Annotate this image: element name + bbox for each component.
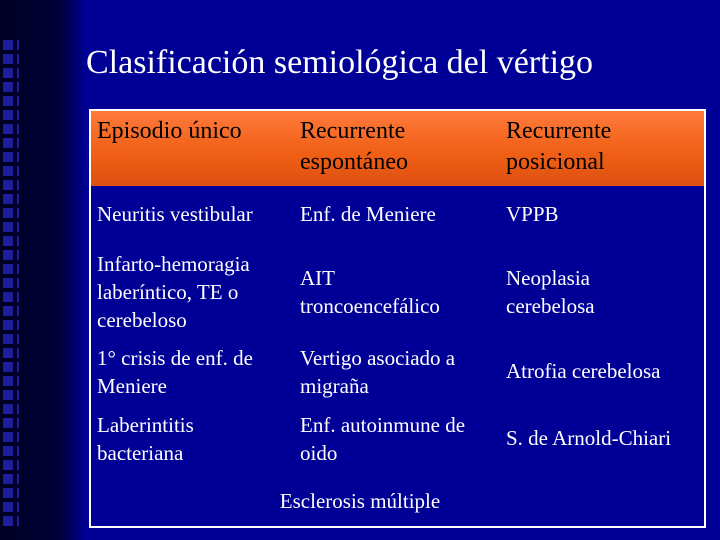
cell-line: bacteriana bbox=[97, 441, 184, 465]
header-line: Episodio único bbox=[97, 118, 242, 144]
header-line: espontáneo bbox=[300, 149, 408, 175]
cell-line: Infarto-hemoragia bbox=[97, 252, 250, 276]
decorative-square-column bbox=[3, 40, 19, 530]
cell-enf-meniere bbox=[300, 201, 436, 228]
cell-infarto-hemoragia bbox=[97, 250, 250, 334]
cell-line: VPPB bbox=[506, 202, 559, 226]
cell-line: oido bbox=[300, 441, 338, 465]
cell-line: migraña bbox=[300, 374, 369, 398]
cell-vertigo-migrana bbox=[300, 344, 455, 400]
cell-line: cerebeloso bbox=[97, 308, 187, 332]
header-recurrente-posicional bbox=[506, 116, 611, 178]
cell-line: troncoencefálico bbox=[300, 294, 440, 318]
cell-arnold-chiari bbox=[506, 425, 671, 452]
cell-enf-autoinmune-oido bbox=[300, 411, 465, 467]
header-line: posicional bbox=[506, 149, 605, 175]
cell-vppb bbox=[506, 201, 559, 228]
cell-line: Meniere bbox=[97, 374, 167, 398]
slide-title: Clasificación semiológica del vértigo bbox=[86, 44, 594, 81]
cell-line: AIT bbox=[300, 266, 335, 290]
cell-ait-troncoencefalico bbox=[300, 264, 440, 320]
cell-line: Laberintitis bbox=[97, 413, 194, 437]
cell-line: Atrofia cerebelosa bbox=[506, 359, 661, 383]
cell-line: Vertigo asociado a bbox=[300, 346, 456, 370]
cell-line: Neuritis vestibular bbox=[97, 202, 253, 226]
cell-esclerosis-multiple: Esclerosis múltiple bbox=[279, 489, 441, 513]
cell-line: Neoplasia bbox=[506, 266, 590, 290]
cell-line: S. de Arnold-Chiari bbox=[506, 426, 672, 450]
header-recurrente-espontaneo bbox=[300, 116, 408, 178]
cell-primera-crisis-meniere bbox=[97, 344, 253, 400]
cell-line: Enf. autoinmune de bbox=[300, 413, 466, 437]
cell-line: Enf. de Meniere bbox=[300, 202, 436, 226]
cell-neoplasia-cerebelosa bbox=[506, 264, 595, 320]
cell-neuritis-vestibular bbox=[97, 201, 253, 228]
cell-line: laberíntico, TE o bbox=[97, 280, 239, 304]
cell-line: cerebelosa bbox=[506, 294, 595, 318]
header-episodio-unico bbox=[97, 116, 242, 147]
cell-line: 1° crisis de enf. de bbox=[97, 346, 253, 370]
cell-atrofia-cerebelosa bbox=[506, 358, 661, 385]
header-line: Recurrente bbox=[300, 118, 406, 144]
header-line: Recurrente bbox=[506, 118, 612, 144]
cell-laberintitis-bacteriana bbox=[97, 411, 194, 467]
